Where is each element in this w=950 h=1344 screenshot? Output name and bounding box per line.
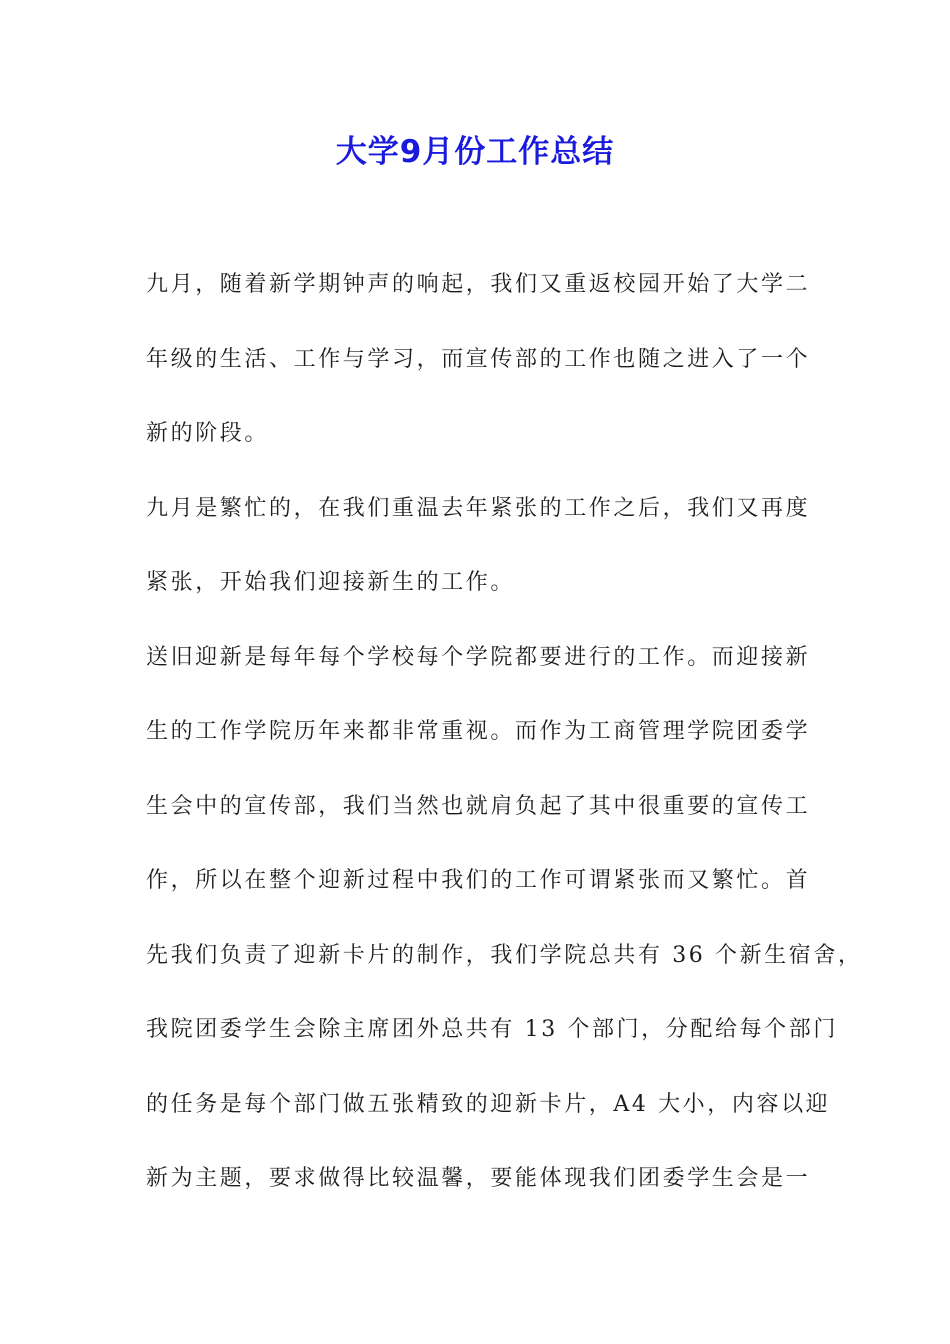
body-line: 年级的生活、工作与学习，而宣传部的工作也随之进入了一个 bbox=[146, 346, 811, 372]
body-line: 九月是繁忙的，在我们重温去年紧张的工作之后，我们又再度 bbox=[146, 495, 811, 521]
body-line: 作，所以在整个迎新过程中我们的工作可谓紧张而又繁忙。首 bbox=[146, 868, 811, 893]
body-line: 的任务是每个部门做五张精致的迎新卡片，A4 大小，内容以迎 bbox=[146, 1091, 831, 1117]
body-line: 紧张，开始我们迎接新生的工作。 bbox=[146, 570, 516, 595]
document-body bbox=[146, 260, 863, 1229]
body-line: 新为主题，要求做得比较温馨，要能体现我们团委学生会是一 bbox=[146, 1166, 811, 1191]
body-line: 生的工作学院历年来都非常重视。而作为工商管理学院团委学 bbox=[146, 719, 811, 744]
document-title: 大学9月份工作总结 bbox=[335, 134, 615, 170]
body-line: 我院团委学生会除主席团外总共有 13 个部门，分配给每个部门 bbox=[146, 1017, 838, 1042]
body-line: 九月，随着新学期钟声的响起，我们又重返校园开始了大学二 bbox=[146, 272, 811, 297]
body-line: 生会中的宣传部，我们当然也就肩负起了其中很重要的宣传工 bbox=[146, 793, 811, 819]
body-line: 送旧迎新是每年每个学校每个学院都要进行的工作。而迎接新 bbox=[146, 644, 811, 670]
body-line: 先我们负责了迎新卡片的制作，我们学院总共有 36 个新生宿舍， bbox=[146, 942, 863, 968]
body-line: 新的阶段。 bbox=[146, 421, 270, 446]
